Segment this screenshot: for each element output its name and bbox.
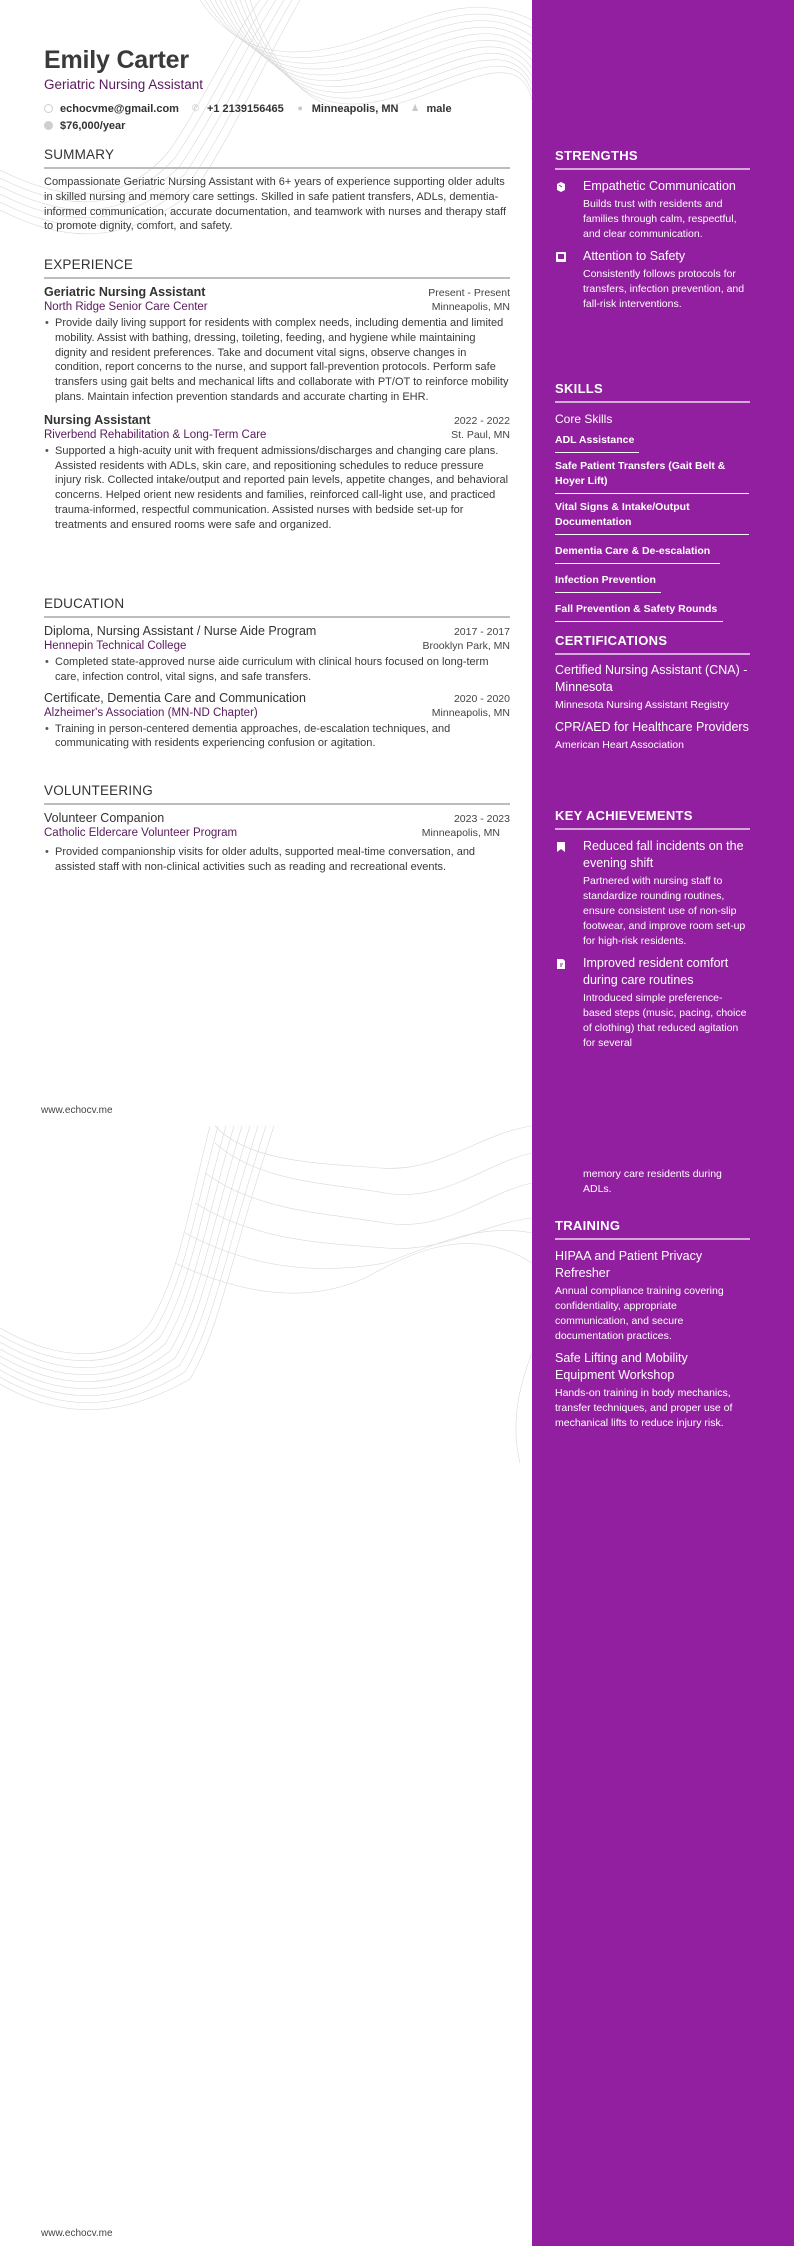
- gender-text: male: [426, 102, 452, 115]
- section-title-volunteering: VOLUNTEERING: [44, 783, 510, 805]
- cert-title: Certified Nursing Assistant (CNA) - Minnesota: [555, 663, 748, 694]
- section-title-summary: SUMMARY: [44, 147, 510, 169]
- person-icon: ♟: [410, 103, 420, 113]
- bullet-item: • Provided companionship visits for older adults, supported meal-time conversation, and assisted staff with non-clinical activities such as reading and recreational events.: [44, 845, 510, 875]
- section-title-skills: SKILLS: [555, 381, 750, 403]
- section-title-experience: EXPERIENCE: [44, 257, 510, 279]
- section-title-strengths: STRENGTHS: [555, 148, 750, 170]
- achievement-item: [555, 838, 750, 949]
- strength-desc: Consistently follows protocols for transfers, infection prevention, and fall-risk interventions.: [583, 268, 745, 310]
- contact-location: [296, 103, 399, 115]
- cert-issuer: American Heart Association: [555, 739, 684, 751]
- achievement-desc: memory care residents during ADLs.: [583, 1168, 722, 1195]
- skill-item: Infection Prevention: [555, 573, 661, 593]
- at-icon: [44, 104, 53, 113]
- certification-item: [555, 719, 750, 753]
- edu-location: Minneapolis, MN: [431, 706, 510, 719]
- volunteer-location: Minneapolis, MN: [421, 827, 500, 839]
- job-dates: 2022 - 2022: [453, 414, 510, 427]
- location-text: Minneapolis, MN: [311, 102, 399, 115]
- edu-location: Brooklyn Park, MN: [422, 640, 510, 652]
- skills-list: [555, 412, 750, 628]
- training-desc: Annual compliance training covering confidentiality, appropriate communication, and secure documentation practices.: [555, 1285, 724, 1342]
- phone-text: +1 2139156465: [206, 102, 284, 115]
- job-location: Minneapolis, MN: [431, 301, 510, 313]
- skill-item: Fall Prevention & Safety Rounds: [555, 602, 723, 622]
- job-bullets: [44, 316, 510, 405]
- employer: Riverbend Rehabilitation & Long-Term Care: [44, 428, 267, 441]
- salary-text: $76,000/year: [60, 119, 126, 132]
- training-desc: Hands-on training in body mechanics, transfer techniques, and proper use of mechanical lifts to reduce injury risk.: [555, 1387, 733, 1429]
- experience-entry: [44, 413, 510, 533]
- section-title-training: TRAINING: [555, 1218, 750, 1240]
- employer: North Ridge Senior Care Center: [44, 301, 208, 313]
- certifications-list: [555, 662, 750, 759]
- skill-item: ADL Assistance: [555, 433, 639, 453]
- section-title-certifications: CERTIFICATIONS: [555, 633, 750, 655]
- summary-text: Compassionate Geriatric Nursing Assistant with 6+ years of experience supporting older adults in skilled nursing and memory care settings. Skilled in safe patient transfers, ADLs, dementia-informed communication, accurate documentation, and teamwork with nurses and therapy staff to promote dignity, comfort, and safety.: [44, 176, 507, 233]
- job-bullets: [44, 444, 510, 533]
- achievement-item-continued: [555, 1165, 750, 1197]
- bullet-item: • Completed state-approved nurse aide curriculum with clinical hours focused on long-term care, infection control, vital signs, and safe transfers.: [44, 655, 510, 685]
- volunteer-dates: 2023 - 2023: [453, 813, 510, 825]
- education-entry: [44, 624, 510, 685]
- edu-bullets: [44, 722, 510, 752]
- institution: Alzheimer's Association (MN-ND Chapter): [44, 706, 258, 719]
- strengths-list: [555, 178, 750, 318]
- volunteer-entry: [44, 811, 510, 875]
- institution: Hennepin Technical College: [44, 640, 187, 652]
- bookmark-icon: [555, 841, 567, 853]
- training-title: Safe Lifting and Mobility Equipment Workshop: [555, 1351, 688, 1382]
- job-location: St. Paul, MN: [451, 428, 510, 441]
- email-text: echocvme@gmail.com: [60, 102, 179, 115]
- phone-icon: ✆: [191, 103, 200, 113]
- contact-email[interactable]: [44, 103, 179, 115]
- document-icon: [555, 958, 567, 970]
- contact-salary: [44, 120, 125, 132]
- bullet-item: • Provide daily living support for residents with complex needs, including dementia and limited mobility. Assist with bathing, dressing, toileting, feeding, and hygiene while maintaining dignity and resident preferences. Take and document vital signs, observe changes in condition, report concerns to the nurse, and support fall-prevention protocols. Perform safe transfers using gait belts and mechanical lifts and collaborate with PT/OT to reinforce mobility plans. Maintain infection prevention standards and accurate charting in EHR.: [44, 316, 510, 405]
- map-pin-icon: ●: [297, 103, 303, 113]
- volunteer-role: Volunteer Companion: [44, 811, 165, 825]
- education-section: [44, 596, 510, 757]
- training-item: [555, 1350, 750, 1431]
- degree: Diploma, Nursing Assistant / Nurse Aide Program: [44, 624, 317, 638]
- education-entry: [44, 691, 510, 752]
- strength-desc: Builds trust with residents and families through calm, respectful, and clear communication.: [583, 198, 737, 240]
- experience-section: [44, 257, 510, 539]
- bullet-item: • Supported a high-acuity unit with frequent admissions/discharges and changing care plans. Assisted residents with ADLs, skin care, and repositioning schedules to reduce pressure injury risk. Collected intake/output and reported pain levels, appetite changes, and behavioral concerns. Helped orient new residents and families, reinforced call-light use, and practiced trauma-informed, respectful communication. Assisted nurses with bedside set-up for treatments and ensured rooms were safe and organized.: [44, 444, 510, 533]
- edu-bullets: [44, 655, 510, 685]
- candidate-name: Emily Carter: [44, 46, 189, 74]
- skill-item: Safe Patient Transfers (Gait Belt & Hoyer Lift): [555, 459, 749, 494]
- volunteer-bullets: [44, 845, 510, 875]
- achievement-title: Improved resident comfort during care routines: [583, 956, 729, 987]
- contact-gender: [411, 103, 452, 115]
- candidate-title: Geriatric Nursing Assistant: [44, 77, 204, 92]
- job-dates: Present - Present: [428, 287, 510, 299]
- experience-entry: [44, 285, 510, 405]
- money-icon: [44, 121, 53, 130]
- contact-info: [44, 100, 514, 134]
- volunteer-org: Catholic Eldercare Volunteer Program: [44, 827, 238, 839]
- skills-group-title: Core Skills: [555, 412, 613, 426]
- cert-issuer: Minnesota Nursing Assistant Registry: [555, 699, 729, 711]
- achievements-list: [555, 838, 750, 1057]
- footer-website[interactable]: www.echocv.me: [41, 1105, 113, 1116]
- cert-title: CPR/AED for Healthcare Providers: [555, 720, 749, 734]
- job-title: Geriatric Nursing Assistant: [44, 285, 206, 299]
- contact-phone[interactable]: [191, 103, 284, 115]
- summary-section: [44, 147, 510, 234]
- strength-title: Empathetic Communication: [583, 179, 736, 193]
- resume-page-2: [0, 1123, 794, 2246]
- strength-item: [555, 248, 750, 312]
- edu-dates: 2020 - 2020: [453, 692, 510, 705]
- section-title-education: EDUCATION: [44, 596, 510, 618]
- footer-website[interactable]: www.echocv.me: [41, 2228, 113, 2239]
- book-icon: [555, 251, 567, 263]
- job-title: Nursing Assistant: [44, 412, 151, 427]
- skill-item: Dementia Care & De-escalation: [555, 544, 720, 564]
- achievement-desc: Introduced simple preference-based steps (music, pacing, choice of clothing) that reduced agitation for several: [583, 992, 747, 1049]
- degree: Certificate, Dementia Care and Communication: [44, 690, 306, 705]
- edu-dates: 2017 - 2017: [453, 626, 510, 638]
- section-title-achievements: KEY ACHIEVEMENTS: [555, 808, 750, 830]
- training-title: HIPAA and Patient Privacy Refresher: [555, 1249, 703, 1280]
- strength-title: Attention to Safety: [583, 249, 686, 263]
- achievement-continuation: [555, 1165, 750, 1203]
- volunteering-section: [44, 783, 510, 881]
- achievement-desc: Partnered with nursing staff to standardize rounding routines, ensure consistent use of non-slip footwear, and improve room set-up for high-risk residents.: [583, 875, 746, 947]
- wave-pattern-decoration: [0, 1123, 532, 2246]
- strength-item: [555, 178, 750, 242]
- training-item: [555, 1248, 750, 1344]
- certification-item: [555, 662, 750, 713]
- achievement-item: [555, 955, 750, 1051]
- handshake-icon: [555, 181, 567, 193]
- bullet-item: • Training in person-centered dementia approaches, de-escalation techniques, and communicating with residents experiencing confusion or agitation.: [44, 722, 510, 752]
- training-list: [555, 1248, 750, 1437]
- achievement-title: Reduced fall incidents on the evening shift: [583, 839, 744, 870]
- skill-item: Vital Signs & Intake/Output Documentation: [555, 500, 749, 535]
